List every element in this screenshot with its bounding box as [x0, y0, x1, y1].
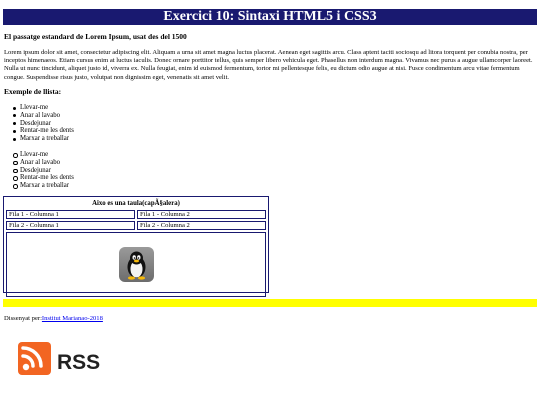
- rss-icon: [13, 331, 116, 386]
- highlight-bar: [3, 299, 537, 307]
- data-table: [4, 197, 268, 299]
- table-row: [6, 210, 266, 219]
- lorem-paragraph: Lorem ipsum dolor sit amet, consectetur adipiscing elit. Aliquam a urna sit amet magna luctus placerat. Aenean eget sagittis arcu. Class aptent taciti sociosqu ad litora torquent per conubia nostra, per inceptos himenaeos. Etiam cursus enim at luctus iaculis. Donec ornare porttitor tellus, quis semper libero vehicula eget. Phasellus non interdum magna. Vivamus nec purus a augue ullamcorper laoreet. Nulla ut nunc tincidunt, aliquet justo id, viverra ex. Nulla feugiat, enim id euismod fermentum, tortor mi pellentesque felis, eu dictum odio augue at nisi. Fusce condimentum arcu vitae fermentum congue. Suspendisse risus justo, volutpat non dignissim eget, venenatis sit amet velit.: [4, 49, 533, 81]
- table-cell: Fila 1 - Columna 2: [137, 210, 266, 219]
- author-link[interactable]: Institut Marianao-2018: [41, 315, 103, 322]
- footer: [4, 315, 103, 323]
- list-item: Desdejunar: [13, 120, 74, 128]
- list-item: Marxar a treballar: [13, 135, 74, 143]
- table-cell: Fila 1 - Columna 1: [6, 210, 135, 219]
- section-heading: El passatge estandard de Lorem Ipsum, usat des del 1500: [4, 32, 187, 41]
- rss-label: RSS: [57, 351, 101, 374]
- list-item: Rentar-me les dents: [13, 127, 74, 135]
- table-row: [6, 232, 266, 297]
- table-cell: Fila 2 - Columna 1: [6, 221, 135, 230]
- footer-prefix: Dissenyat per:: [4, 315, 42, 322]
- list-item: Desdejunar: [13, 167, 74, 175]
- table-cell: Fila 2 - Columna 2: [137, 221, 266, 230]
- unordered-list-circle: [13, 151, 74, 190]
- list-item: Llevar-me: [13, 151, 74, 159]
- unordered-list-disc: [13, 104, 74, 143]
- list-item: Anar al lavabo: [13, 112, 74, 120]
- table-header: Aixo es una taula(capÃ§alera): [92, 200, 180, 207]
- list-heading: Exemple de llista:: [4, 87, 62, 96]
- page-title: Exercici 10: Sintaxi HTML5 i CSS3: [163, 9, 377, 24]
- data-table-container: [3, 196, 269, 293]
- table-row: [6, 221, 266, 230]
- list-item: Llevar-me: [13, 104, 74, 112]
- linux-penguin-icon: [119, 247, 154, 282]
- page-title-banner: [3, 9, 537, 25]
- image-cell: [6, 232, 266, 297]
- list-item: Marxar a treballar: [13, 182, 74, 190]
- list-item: Rentar-me les dents: [13, 174, 74, 182]
- rss-logo[interactable]: [13, 331, 116, 386]
- list-item: Anar al lavabo: [13, 159, 74, 167]
